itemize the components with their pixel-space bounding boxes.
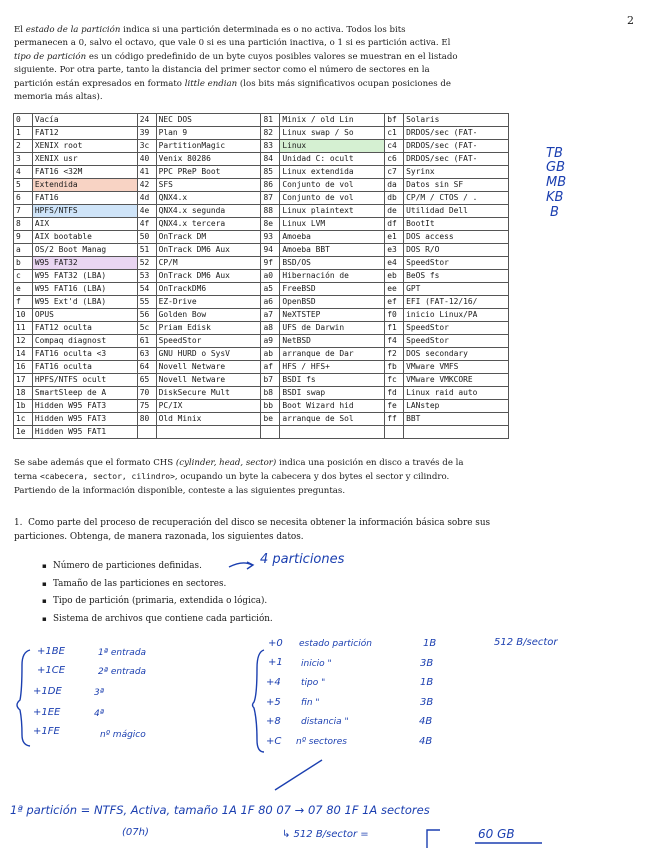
handwritten-field-offset: +1 [268, 657, 283, 668]
handwritten-entry: 1ª entrada [98, 648, 147, 658]
handwritten-result-value: 60 GB [478, 827, 515, 841]
partition-name: BBT [404, 413, 509, 426]
chs-emphasis: (cylinder, head, sector) [175, 458, 277, 468]
partition-name: FreeBSD [280, 283, 385, 296]
partition-code: 0 [14, 114, 33, 127]
partition-name: PC/IX [156, 400, 261, 413]
handwritten-offset: +1BE [37, 646, 65, 657]
partition-code: 9 [14, 231, 33, 244]
partition-name: W95 Ext'd (LBA) [32, 296, 137, 309]
partition-code: c6 [385, 153, 404, 166]
partition-code: 24 [137, 114, 156, 127]
partition-name: Hidden W95 FAT1 [32, 426, 137, 439]
partition-name: Plan 9 [156, 127, 261, 140]
partition-name: PPC PReP Boot [156, 166, 261, 179]
handwritten-field-name: estado partición [299, 639, 372, 649]
handwritten-entry: nº mágico [100, 730, 146, 740]
page-number: 2 [627, 14, 634, 27]
partition-name: FAT12 oculta [32, 322, 137, 335]
partition-code: 53 [137, 270, 156, 283]
partition-name: Linux plaintext [280, 205, 385, 218]
partition-name: Priam Edisk [156, 322, 261, 335]
partition-code: 63 [137, 348, 156, 361]
partition-code: 1 [14, 127, 33, 140]
partition-code: 10 [14, 309, 33, 322]
partition-name: Minix / old Lin [280, 114, 385, 127]
partition-code: a5 [261, 283, 280, 296]
partition-code: 51 [137, 244, 156, 257]
partition-code: 93 [261, 231, 280, 244]
partition-code: 82 [261, 127, 280, 140]
partition-name: Amoeba [280, 231, 385, 244]
partition-code: bb [261, 400, 280, 413]
partition-name: Boot Wizard hid [280, 400, 385, 413]
partition-code: 14 [14, 348, 33, 361]
partition-name: LANstep [404, 400, 509, 413]
partition-name: AIX bootable [32, 231, 137, 244]
partition-name: Linux raid auto [404, 387, 509, 400]
partition-code: 50 [137, 231, 156, 244]
partition-name: EZ-Drive [156, 296, 261, 309]
partition-name: FAT16 <32M [32, 166, 137, 179]
partition-code: be [261, 413, 280, 426]
handwritten-partition-count: 4 particiones [260, 552, 345, 567]
partition-code: 70 [137, 387, 156, 400]
partition-name: SpeedStor [404, 335, 509, 348]
handwritten-offset: +1CE [37, 665, 66, 676]
handwritten-field-offset: +8 [266, 716, 281, 727]
partition-name: QNX4.x tercera [156, 218, 261, 231]
partition-code: 61 [137, 335, 156, 348]
partition-code: db [385, 192, 404, 205]
partition-code: 1e [14, 426, 33, 439]
partition-code: fd [385, 387, 404, 400]
bullet-item: ▪ Sistema de archivos que contiene cada partición. [42, 611, 273, 629]
partition-name: EFI (FAT-12/16/ [404, 296, 509, 309]
partition-name: Venix 80286 [156, 153, 261, 166]
partition-code: 5c [137, 322, 156, 335]
partition-name: PartitionMagic [156, 140, 261, 153]
partition-code: 86 [261, 179, 280, 192]
partition-code: f4 [385, 335, 404, 348]
chs-text: indica una posición en disco a través de la terna [14, 458, 464, 483]
partition-code: 64 [137, 361, 156, 374]
handwritten-unit: MB [546, 175, 567, 190]
handwritten-field-size: 4B [419, 716, 433, 727]
partition-code: fb [385, 361, 404, 374]
partition-code: 52 [137, 257, 156, 270]
handwritten-field-offset: +C [266, 736, 282, 747]
intro-emphasis: tipo de partición [14, 51, 87, 62]
partition-name: QNX4.x segunda [156, 205, 261, 218]
partition-code: 56 [137, 309, 156, 322]
partition-name: Syrinx [404, 166, 509, 179]
partition-name: Novell Netware [156, 361, 261, 374]
partition-code: 8 [14, 218, 33, 231]
partition-name: OnTrack DM [156, 231, 261, 244]
partition-name: Solaris [404, 114, 509, 127]
partition-code: a9 [261, 335, 280, 348]
partition-code: 80 [137, 413, 156, 426]
partition-code: 6 [14, 192, 33, 205]
partition-code: eb [385, 270, 404, 283]
partition-name: NetBSD [280, 335, 385, 348]
partition-code: 4d [137, 192, 156, 205]
partition-name: DRDOS/sec (FAT- [404, 140, 509, 153]
handwritten-field-offset: +4 [266, 677, 281, 688]
partition-code: 9f [261, 257, 280, 270]
partition-code: 12 [14, 335, 33, 348]
handwritten-entry: 2ª entrada [98, 667, 147, 677]
partition-code: f2 [385, 348, 404, 361]
partition-name: DOS access [404, 231, 509, 244]
handwritten-field-name: nº sectores [296, 737, 347, 747]
partition-code: a [14, 244, 33, 257]
partition-name: Linux [280, 140, 385, 153]
partition-name: Amoeba BBT [280, 244, 385, 257]
partition-name: Vacía [32, 114, 137, 127]
handwritten-entry: 4ª [94, 709, 104, 719]
partition-code: e [14, 283, 33, 296]
partition-name: BeOS fs [404, 270, 509, 283]
partition-code: e1 [385, 231, 404, 244]
partition-name: DOS secondary [404, 348, 509, 361]
partition-name: XENIX root [32, 140, 137, 153]
intro-text: es un código predefinido de un byte cuyos posibles valores se muestran en el listado siguiente. Por otra parte, tanto la distancia del primer sector como el número de sectores en la partición están expresados en formato [14, 51, 458, 89]
partition-name: Linux swap / So [280, 127, 385, 140]
partition-code: df [385, 218, 404, 231]
partition-code: e4 [385, 257, 404, 270]
partition-code: 42 [137, 179, 156, 192]
partition-code: 54 [137, 283, 156, 296]
partition-code: ab [261, 348, 280, 361]
partition-name: VMware VMFS [404, 361, 509, 374]
handwritten-offset: +1DE [33, 686, 62, 697]
partition-name: arranque de Sol [280, 413, 385, 426]
partition-code: e3 [385, 244, 404, 257]
partition-code: f1 [385, 322, 404, 335]
partition-code: a0 [261, 270, 280, 283]
partition-code: 84 [261, 153, 280, 166]
partition-code: 4f [137, 218, 156, 231]
handwritten-result-prefix: ↳ 512 B/sector = [282, 829, 369, 840]
partition-name: FAT16 oculta [32, 361, 137, 374]
handwritten-field-size: 3B [420, 658, 434, 669]
partition-name: Datos sin SF [404, 179, 509, 192]
handwritten-field-offset: +0 [268, 638, 283, 649]
partition-name: Linux LVM [280, 218, 385, 231]
partition-name: OS/2 Boot Manag [32, 244, 137, 257]
partition-code: 17 [14, 374, 33, 387]
partition-name: W95 FAT16 (LBA) [32, 283, 137, 296]
partition-code: 16 [14, 361, 33, 374]
partition-name: Conjunto de vol [280, 179, 385, 192]
partition-code: 18 [14, 387, 33, 400]
partition-code: fe [385, 400, 404, 413]
handwritten-first-partition: 1ª partición = NTFS, Activa, tamaño 1A 1F 80 07 → 07 80 1F 1A sectores [10, 803, 430, 817]
partition-name: CP/M [156, 257, 261, 270]
partition-code: 3 [14, 153, 33, 166]
partition-code: 11 [14, 322, 33, 335]
intro-emphasis: estado de la partición [25, 25, 121, 35]
partition-code: 40 [137, 153, 156, 166]
handwritten-unit: KB [546, 190, 564, 205]
partition-code: 55 [137, 296, 156, 309]
partition-code: 83 [261, 140, 280, 153]
partition-name: NEC DOS [156, 114, 261, 127]
partition-name: CP/M / CTOS / . [404, 192, 509, 205]
handwritten-offset: +1EE [33, 707, 61, 718]
partition-name: SpeedStor [404, 322, 509, 335]
partition-name: DRDOS/sec (FAT- [404, 153, 509, 166]
question-number: 1. [14, 518, 23, 528]
handwritten-field-name: fin " [301, 698, 320, 708]
partition-name: OnTrack DM6 Aux [156, 270, 261, 283]
partition-name: BSDI swap [280, 387, 385, 400]
partition-name: OnTrack DM6 Aux [156, 244, 261, 257]
partition-code: c7 [385, 166, 404, 179]
partition-code: bf [385, 114, 404, 127]
partition-name: HPFS/NTFS ocult [32, 374, 137, 387]
partition-name: VMware VMKCORE [404, 374, 509, 387]
partition-name: BSD/OS [280, 257, 385, 270]
handwritten-field-name: distancia " [301, 717, 349, 727]
partition-name: GNU HURD o SysV [156, 348, 261, 361]
partition-code: ee [385, 283, 404, 296]
partition-name: Utilidad Dell [404, 205, 509, 218]
partition-code: 88 [261, 205, 280, 218]
partition-code: 2 [14, 140, 33, 153]
partition-code: 1b [14, 400, 33, 413]
partition-name: Golden Bow [156, 309, 261, 322]
chs-text: , ocupando un byte la cabecera y dos bytes el sector y cilindro. Partiendo de la información disponible, conteste a las siguientes preguntas. [14, 472, 450, 496]
handwritten-field-size: 3B [420, 697, 434, 708]
question-text: Como parte del proceso de recuperación del disco se necesita obtener la información básica sobre sus particiones. Obtenga, de manera razonada, los siguientes datos. [14, 518, 491, 542]
partition-name: FAT16 [32, 192, 137, 205]
handwritten-field-name: inicio " [301, 659, 332, 669]
partition-name: SFS [156, 179, 261, 192]
intro-text: indica si una partición determinada es o no activa. Todos los bits permanecen a 0, salvo el octavo, que vale 0 si es una partición inactiva, o 1 si es partición activa. El [14, 25, 451, 49]
partition-code: 39 [137, 127, 156, 140]
partition-code: 8e [261, 218, 280, 231]
handwritten-unit: GB [546, 160, 565, 175]
partition-code: 41 [137, 166, 156, 179]
bullet-item: ▪ Tipo de partición (primaria, extendida o lógica). [42, 593, 273, 611]
handwritten-field-size: 1B [420, 677, 434, 688]
partition-name: FAT16 oculta <3 [32, 348, 137, 361]
partition-code: 94 [261, 244, 280, 257]
partition-name: SmartSleep de A [32, 387, 137, 400]
partition-name: HFS / HFS+ [280, 361, 385, 374]
partition-code: 87 [261, 192, 280, 205]
partition-code: da [385, 179, 404, 192]
partition-code: b8 [261, 387, 280, 400]
handwritten-sector-size: 512 B/sector [494, 637, 558, 648]
partition-name: OpenBSD [280, 296, 385, 309]
partition-code: a8 [261, 322, 280, 335]
partition-name: SpeedStor [404, 257, 509, 270]
partition-name: Conjunto de vol [280, 192, 385, 205]
partition-code: b7 [261, 374, 280, 387]
partition-name: BootIt [404, 218, 509, 231]
handwritten-type-code: (07h) [122, 827, 149, 838]
partition-name: inicio Linux/PA [404, 309, 509, 322]
partition-name: Compaq diagnost [32, 335, 137, 348]
partition-code: 7 [14, 205, 33, 218]
partition-code: c1 [385, 127, 404, 140]
partition-name: Unidad C: ocult [280, 153, 385, 166]
handwritten-field-size: 1B [423, 638, 437, 649]
partition-name: W95 FAT32 (LBA) [32, 270, 137, 283]
handwritten-field-offset: +5 [266, 697, 281, 708]
partition-name: HPFS/NTFS [32, 205, 137, 218]
partition-name: Hibernación de [280, 270, 385, 283]
partition-name: OnTrackDM6 [156, 283, 261, 296]
partition-name: Linux extendida [280, 166, 385, 179]
handwritten-unit: TB [546, 146, 563, 161]
partition-name: W95 FAT32 [32, 257, 137, 270]
partition-name: OPUS [32, 309, 137, 322]
partition-code: 85 [261, 166, 280, 179]
partition-name: QNX4.x [156, 192, 261, 205]
partition-code: 4e [137, 205, 156, 218]
partition-name: Extendida [32, 179, 137, 192]
intro-emphasis: little endian [184, 78, 238, 89]
partition-code: ff [385, 413, 404, 426]
partition-name: arranque de Dar [280, 348, 385, 361]
partition-code: 65 [137, 374, 156, 387]
partition-name: FAT12 [32, 127, 137, 140]
partition-name: SpeedStor [156, 335, 261, 348]
partition-name: DiskSecure Mult [156, 387, 261, 400]
partition-code: 3c [137, 140, 156, 153]
partition-code: f [14, 296, 33, 309]
chs-text: Se sabe además que el formato CHS [14, 458, 176, 468]
handwritten-offset: +1FE [33, 726, 60, 737]
partition-name: NeXTSTEP [280, 309, 385, 322]
partition-code: 5 [14, 179, 33, 192]
partition-code: af [261, 361, 280, 374]
partition-name: Old Minix [156, 413, 261, 426]
partition-code: 4 [14, 166, 33, 179]
partition-name: AIX [32, 218, 137, 231]
partition-name: Hidden W95 FAT3 [32, 413, 137, 426]
partition-name: XENIX usr [32, 153, 137, 166]
partition-code: a6 [261, 296, 280, 309]
partition-code: f0 [385, 309, 404, 322]
partition-code: 75 [137, 400, 156, 413]
partition-name: DOS R/O [404, 244, 509, 257]
partition-code: c4 [385, 140, 404, 153]
partition-code: 1c [14, 413, 33, 426]
partition-code: de [385, 205, 404, 218]
intro-text: El [14, 25, 26, 35]
bullet-item: ▪ Número de particiones definidas. [42, 558, 273, 576]
partition-name: Novell Netware [156, 374, 261, 387]
handwritten-field-name: tipo " [301, 678, 326, 688]
partition-name: GPT [404, 283, 509, 296]
partition-name: UFS de Darwin [280, 322, 385, 335]
partition-name: BSDI fs [280, 374, 385, 387]
partition-code: 81 [261, 114, 280, 127]
handwritten-unit: B [550, 205, 559, 220]
partition-name: Hidden W95 FAT3 [32, 400, 137, 413]
handwritten-entry: 3ª [94, 688, 104, 698]
partition-code: c [14, 270, 33, 283]
partition-name: DRDOS/sec (FAT- [404, 127, 509, 140]
partition-code: b [14, 257, 33, 270]
partition-code: a7 [261, 309, 280, 322]
partition-code: fc [385, 374, 404, 387]
intro-text: (los bits más significativos ocupan posiciones de memoria más altas). [14, 78, 451, 103]
bullet-item: ▪ Tamaño de las particiones en sectores. [42, 576, 273, 594]
handwritten-field-size: 4B [419, 736, 433, 747]
partition-code: ef [385, 296, 404, 309]
chs-code: <cabecera, sector, cilindro> [40, 472, 175, 482]
